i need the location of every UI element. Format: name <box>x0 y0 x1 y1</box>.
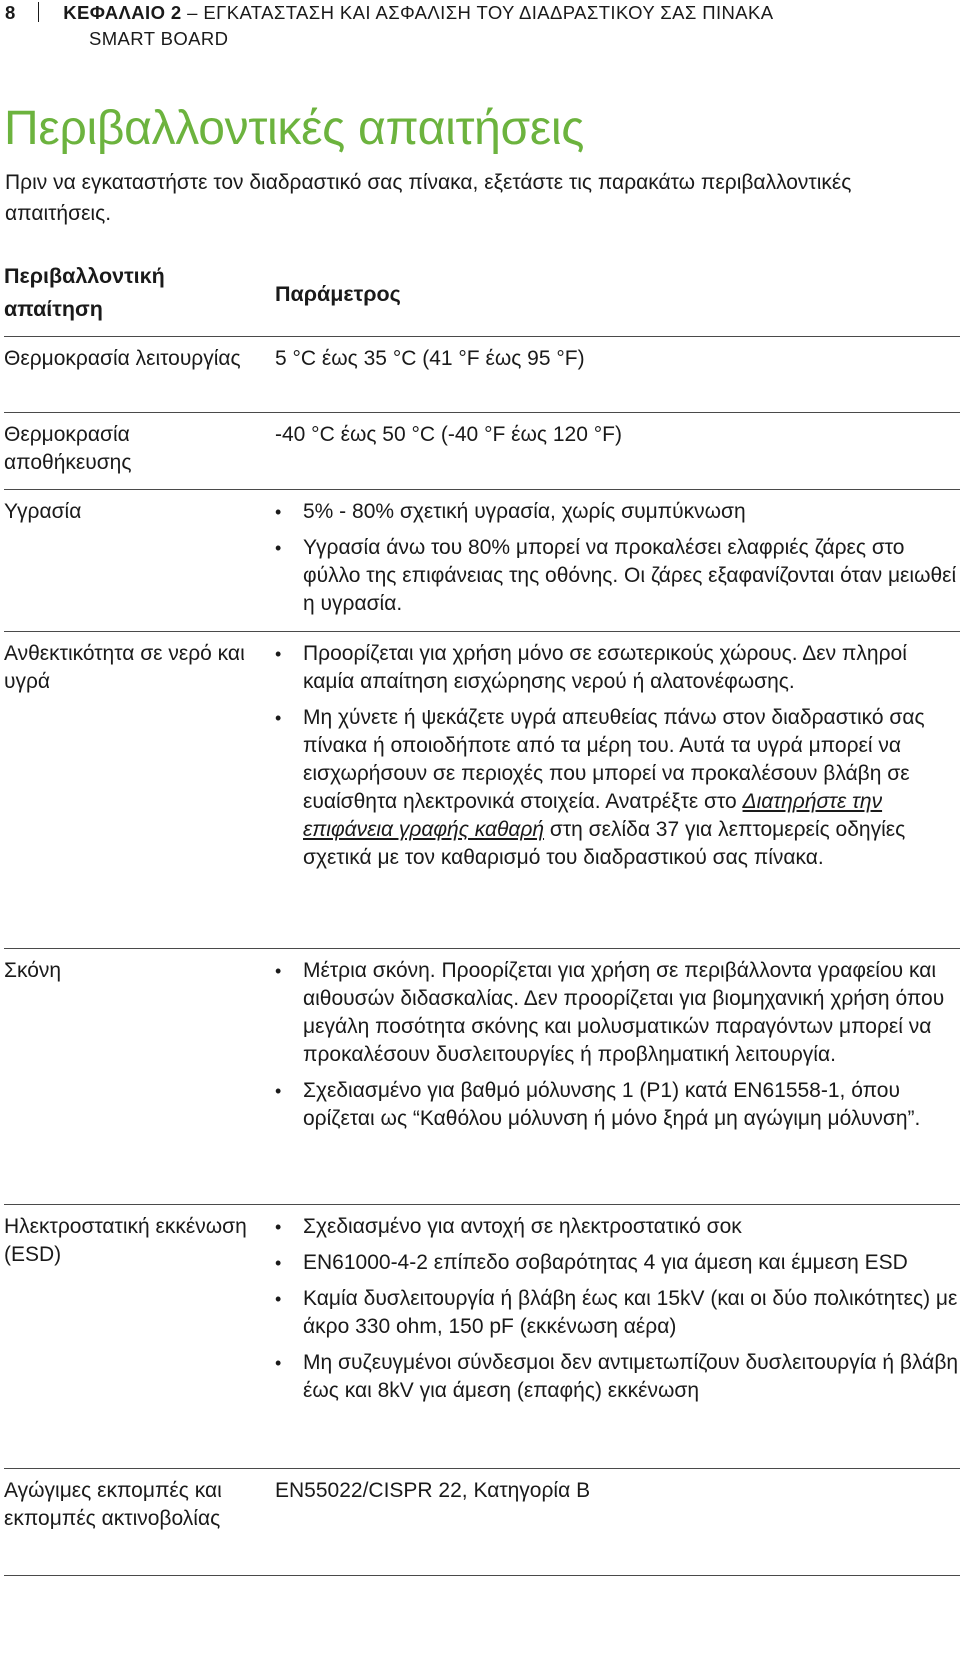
requirement-cell: Σκόνη <box>4 959 62 982</box>
table-header-row <box>4 264 960 337</box>
bullet-item: • Υγρασία άνω του 80% μπορεί να προκαλέσει ελαφριές ζάρες στο φύλλο της επιφάνειας της οθόνης. Οι ζάρες εξαφανίζονται όταν μειωθεί η υγρασία. <box>275 534 960 618</box>
chapter-title-line-2: SMART BOARD <box>89 28 229 49</box>
table-row <box>4 949 960 1205</box>
page-number: 8 <box>5 2 16 23</box>
bullet-item: • Καμία δυσλειτουργία ή βλάβη έως και 15kV (και οι δύο πολικότητες) με άκρο 330 ohm, 150 pF (εκκένωση αέρα) <box>275 1285 960 1341</box>
bullet-item: • Μη συζευγμένοι σύνδεσμοι δεν αντιμετωπίζουν δυσλειτουργία ή βλάβη έως και 8kV για άμεση (επαφής) εκκένωση <box>275 1349 960 1405</box>
parameter-cell: -40 °C έως 50 °C (-40 °F έως 120 °F) <box>275 423 622 446</box>
table-row <box>4 632 960 949</box>
table-row <box>4 1205 960 1469</box>
cross-reference-link[interactable]: Διατηρήστε την επιφάνεια γραφής καθαρή <box>303 790 883 841</box>
requirement-cell: Θερμοκρασία λειτουργίας <box>4 347 241 370</box>
parameter-bullets <box>275 640 960 880</box>
requirements-table <box>4 264 960 1576</box>
requirement-cell: Ηλεκτροστατική εκκένωση (ESD) <box>4 1215 247 1266</box>
requirement-cell: Θερμοκρασία αποθήκευσης <box>4 423 132 474</box>
parameter-cell: EN55022/CISPR 22, Κατηγορία B <box>275 1479 591 1502</box>
header-line-1 <box>5 0 955 26</box>
bullet-item: • Σχεδιασμένο για βαθμό μόλυνσης 1 (P1) κατά EN61558-1, όπου ορίζεται ως “Καθόλου μόλυνση ή μόνο ξηρά μη αγώγιμη μόλυνση”. <box>275 1077 960 1133</box>
bullet-item: • EN61000-4-2 επίπεδο σοβαρότητας 4 για άμεση και έμμεση ESD <box>275 1249 960 1277</box>
bullet-text: Μη χύνετε ή ψεκάζετε υγρά απευθείας πάνω στον διαδραστικό σας πίνακα ή οποιοδήποτε από τα μέρη του. Αυτά τα υγρά μπορεί να εισχωρήσουν σε περιοχές που μπορεί να προκαλέσουν βλάβη σε ευαίσθητα ηλεκτρονικά στοιχεία. Ανατρέξτε στο <box>303 706 925 813</box>
parameter-bullets <box>275 498 960 626</box>
requirement-cell: Υγρασία <box>4 500 82 523</box>
requirement-cell: Ανθεκτικότητα σε νερό και υγρά <box>4 642 245 693</box>
table-row <box>4 413 960 490</box>
running-header <box>5 0 955 52</box>
bullet-item: • 5% - 80% σχετική υγρασία, χωρίς συμπύκνωση <box>275 498 960 526</box>
bullet-item: • Μέτρια σκόνη. Προορίζεται για χρήση σε περιβάλλοντα γραφείου και αιθουσών διδασκαλίας. Δεν προορίζεται για βιομηχανική χρήση όπου μεγάλη ποσότητα σκόνης και μολυσματικών παραγόντων μπορεί να προκαλέσουν δυσλειτουργίες ή προβληματική λειτουργία. <box>275 957 960 1069</box>
table-row <box>4 337 960 413</box>
header-separator <box>38 2 40 22</box>
col-header-parameter: Παράμετρος <box>275 282 401 306</box>
table-row <box>4 1469 960 1576</box>
bullet-item: • Προορίζεται για χρήση μόνο σε εσωτερικούς χώρους. Δεν πληροί καμία απαίτηση εισχώρησης νερού ή αλατονέφωσης. <box>275 640 960 696</box>
parameter-bullets <box>275 957 960 1141</box>
bullet-text: στη σελίδα 37 για λεπτομερείς οδηγίες σχετικά με τον καθαρισμό του διαδραστικού σας πίνακα. <box>303 818 906 869</box>
parameter-cell: 5 °C έως 35 °C (41 °F έως 95 °F) <box>275 347 585 370</box>
chapter-title: – ΕΓΚΑΤΑΣΤΑΣΗ ΚΑΙ ΑΣΦΑΛΙΣΗ ΤΟΥ ΔΙΑΔΡΑΣΤΙΚΟΥ ΣΑΣ ΠΙΝΑΚΑ <box>181 2 774 23</box>
requirement-cell: Αγώγιμες εκπομπές και εκπομπές ακτινοβολίας <box>4 1479 222 1530</box>
section-intro: Πριν να εγκαταστήστε τον διαδραστικό σας πίνακα, εξετάστε τις παρακάτω περιβαλλοντικές απαιτήσεις. <box>5 171 852 225</box>
parameter-bullets <box>275 1213 960 1413</box>
bullet-item: • Σχεδιασμένο για αντοχή σε ηλεκτροστατικό σοκ <box>275 1213 960 1241</box>
section-title: Περιβαλλοντικές απαιτήσεις <box>4 102 585 155</box>
bullet-item <box>275 704 960 872</box>
chapter-label: ΚΕΦΑΛΑΙΟ 2 <box>63 2 182 23</box>
table-row <box>4 490 960 632</box>
col-header-requirement: Περιβαλλοντική απαίτηση <box>4 264 165 321</box>
